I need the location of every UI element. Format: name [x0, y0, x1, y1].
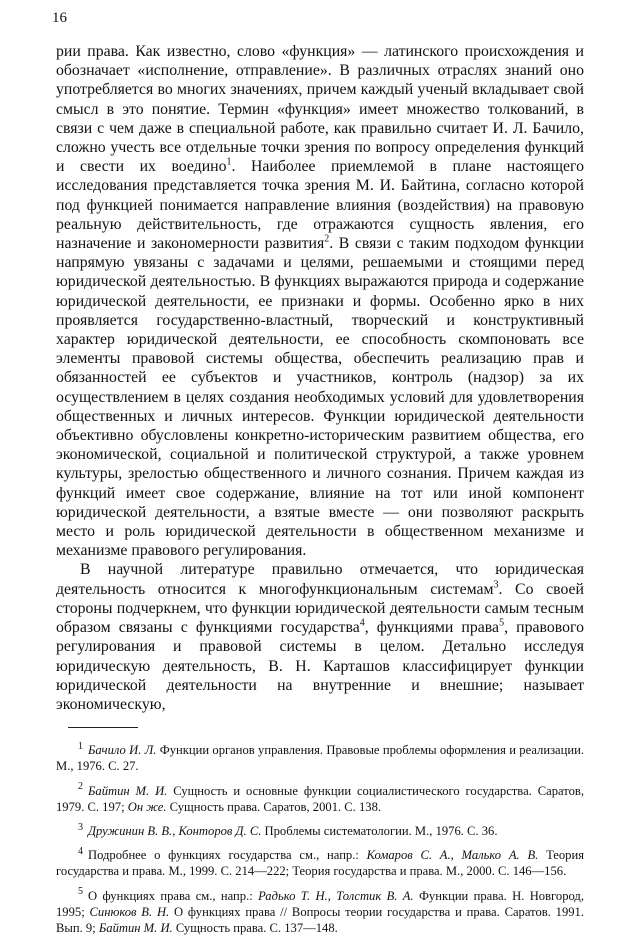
- footnote-text: О функциях права см., напр.:: [88, 888, 259, 903]
- paragraph-text: . Со своей стороны подчеркнем, что функции юридической деятельности самым тесным образом связаны с функциями государства: [56, 580, 585, 637]
- footnote-3: [56, 823, 584, 839]
- footnote-text: Сущность права. Саратов, 2001. С. 138.: [166, 799, 382, 814]
- paragraph-2: [56, 560, 584, 714]
- paragraph-text: . Наиболее приемлемой в плане настоящего исследования представляется точка зрения М. И. Байтина, согласно которой под функцией понимается направление влияния (воздействия) на правовую реальную действительность, где отражаются сущность явления, его назначение и закономерности развития: [56, 158, 584, 253]
- footnote-text: Проблемы систематологии. М., 1976. С. 36.: [261, 823, 498, 838]
- footnote-marker: 4: [78, 845, 83, 857]
- footnote-author: Синюков В. Н.: [89, 904, 170, 919]
- footnote-1: [56, 742, 584, 774]
- footnote-text: Сущность и основные функции социалистического государства. Саратов, 1979. С. 197;: [56, 783, 584, 814]
- footnote-author: Дружинин В. В., Конторов Д. С.: [88, 823, 262, 838]
- paragraph-text: рии права. Как известно, слово «функция» — латинского происхождения и обозначает «исполнение, отправление». В различных отраслях знаний оно употребляется во многих значениях, причем каждый ученый вкладывает свой смысл в это понятие. Термин «функция» имеет множество толкований, в связи с чем даже в специальной работе, как правильно считает И. Л. Бачило, сложно учесть все отдельные точки зрения по вопросу определения функций и свести их воедино: [56, 43, 584, 176]
- footnote-5: [56, 888, 584, 937]
- footnote-marker: 2: [78, 781, 83, 793]
- footnote-text: Сущность права. С. 137—148.: [172, 920, 338, 935]
- footnote-reference: 1: [226, 156, 232, 168]
- footnote-reference: 3: [493, 579, 499, 591]
- footnote-reference: 5: [499, 617, 505, 629]
- footnote-text: Функции органов управления. Правовые проблемы оформления и реализации. М., 1976. С. 27.: [56, 743, 585, 774]
- book-page: [52, 8, 585, 944]
- footnote-text: Функции права. Н. Новгород, 1995;: [56, 888, 584, 919]
- footnote-marker: 1: [78, 740, 83, 752]
- footnote-author: Он же.: [127, 799, 167, 814]
- footnote-4: [56, 847, 584, 879]
- page-number: 16: [52, 10, 67, 26]
- paragraph-1: [56, 42, 584, 560]
- footnote-text: О функциях права // Вопросы теории государства и права. Саратов. 1991. Вып. 9;: [56, 904, 584, 935]
- footnote-marker: 3: [78, 821, 83, 833]
- paragraph-text: , функциями права: [364, 619, 500, 637]
- footnote-divider: [68, 727, 138, 728]
- footnote-author: Радько Т. Н., Толстик В. А.: [258, 888, 414, 903]
- footnote-text: Подробнее о функциях государства см., напр.:: [88, 848, 367, 863]
- footnote-marker: 5: [78, 886, 83, 898]
- footnote-reference: 4: [359, 617, 365, 629]
- paragraph-text: В научной литературе правильно отмечается, что юридическая деятельность относится к многофункциональным системам: [56, 561, 584, 598]
- footnote-author: Байтин М. И.: [98, 920, 173, 935]
- paragraph-text: . В связи с таким подходом функции напрямую увязаны с задачами и целями, решаемыми и стоящими перед юридической деятельностью. В функциях выражаются природа и содержание юридической деятельности, ее признаки и формы. Особенно ярко в них проявляется государственно-властный, творческий и конструктивный характер юридической деятельности, ее способность скомпоновать все элементы правовой системы общества, обеспечить реализацию прав и обязанностей ее субъектов и участников, контроль (надзор) за их осуществлением в целях создания необходимых условий для удовлетворения общественных и личных интересов. Функции юридической деятельности объективно обусловлены конкретно-историческим развитием общества, его экономической, социальной и политической структурой, а также уровнем культуры, зрелостью общественного и личного сознания. Причем каждая из функций имеет свое содержание, влияние на тот или иной компонент юридической деятельности, а взятые вместе — они позволяют раскрыть место и роль юридической деятельности в общественном механизме и механизме правового регулирования.: [56, 235, 584, 560]
- paragraph-text: , правового регулирования и правовой системы в целом. Детально исследуя юридическую деятельность, В. Н. Карташов классифицирует функции юридической деятельности на внутренние и внешние; называет экономическую,: [56, 619, 584, 713]
- footnote-reference: 2: [324, 233, 330, 245]
- footnote-author: Бачило И. Л.: [88, 743, 157, 758]
- footnote-2: [56, 783, 584, 815]
- footnote-text: Теория государства и права. М., 1999. С. 214—222; Теория государства и права. М., 2000. С. 146—156.: [56, 848, 585, 879]
- footnote-author: Комаров С. А., Малько А. В.: [366, 848, 539, 863]
- footnote-author: Байтин М. И.: [88, 783, 168, 798]
